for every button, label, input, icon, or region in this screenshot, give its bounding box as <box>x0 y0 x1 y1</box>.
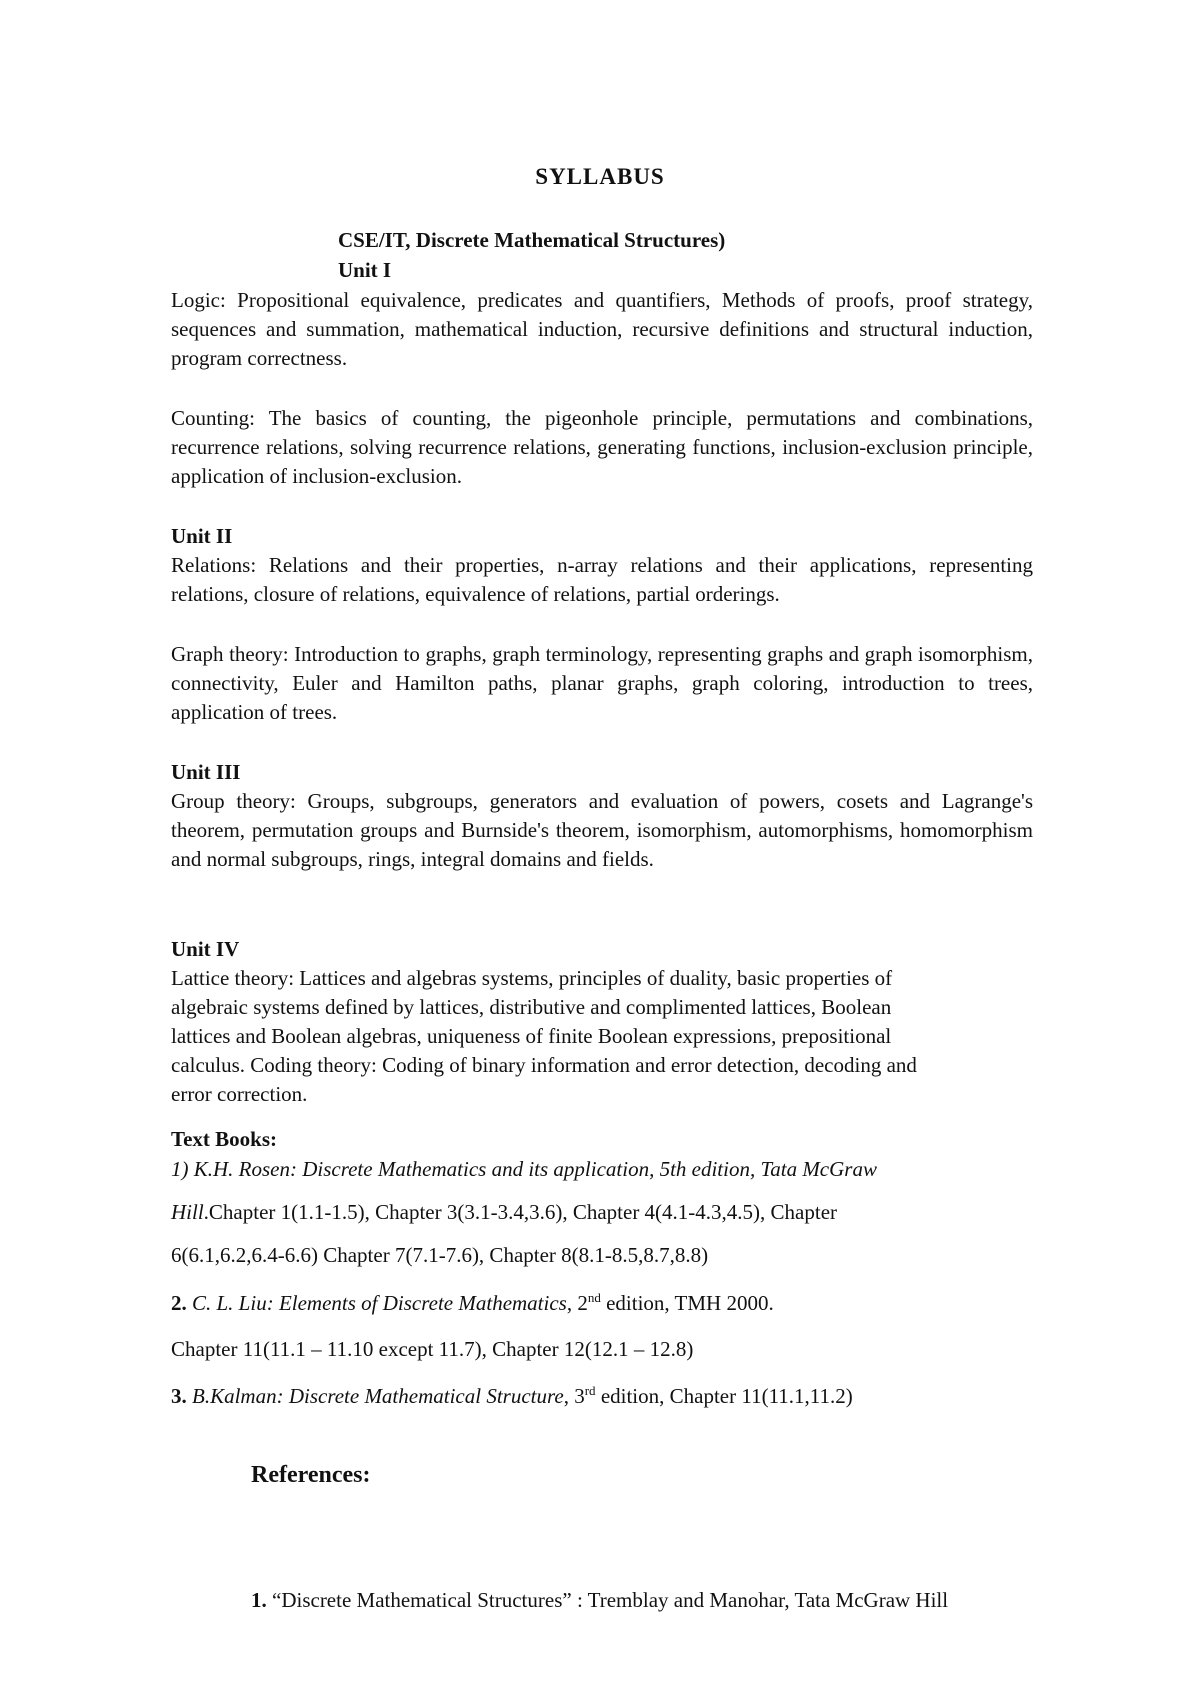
page-title: SYLLABUS <box>535 164 665 189</box>
text-book-2-edition-pre: , 2 <box>566 1291 588 1315</box>
text-book-3-edition-pre: , 3 <box>563 1384 585 1408</box>
unit-4-lattice-paragraph <box>171 964 1033 1109</box>
text-book-1-publisher-fragment: Hill <box>171 1200 204 1224</box>
course-subtitle: CSE/IT, Discrete Mathematical Structures) <box>338 228 726 252</box>
text-book-3-edition-sup: rd <box>584 1383 596 1398</box>
text-book-1-line-3: 6(6.1,6.2,6.4-6.6) Chapter 7(7.1-7.6), Chapter 8(8.1-8.5,8.7,8.8) <box>171 1243 709 1267</box>
reference-number: 1. <box>251 1588 267 1612</box>
unit-1-heading: Unit I <box>338 258 392 282</box>
unit-2-heading: Unit II <box>171 524 233 548</box>
unit-4-line: error correction. <box>171 1082 308 1106</box>
text-book-2-number: 2. <box>171 1291 187 1315</box>
text-book-2-line-1 <box>171 1289 1071 1318</box>
reference-text: “Discrete Mathematical Structures” : Tremblay and Manohar, Tata McGraw Hill <box>272 1588 949 1612</box>
unit-2-graph-paragraph: Graph theory: Introduction to graphs, graph terminology, representing graphs and graph isomorphism, connectivity, Euler and Hamilton paths, planar graphs, graph coloring, introduction to trees, application of trees. <box>171 642 1033 724</box>
unit-2-relations-paragraph: Relations: Relations and their properties, n-array relations and their applications, representing relations, closure of relations, equivalence of relations, partial orderings. <box>171 553 1033 606</box>
unit-4-line: algebraic systems defined by lattices, distributive and complimented lattices, Boolean <box>171 995 892 1019</box>
text-book-1-line-2 <box>171 1198 1071 1227</box>
text-book-1-line-1: 1) K.H. Rosen: Discrete Mathematics and its application, 5th edition, Tata McGraw <box>171 1157 877 1181</box>
unit-3-heading: Unit III <box>171 760 241 784</box>
text-book-2-edition-sup: nd <box>587 1290 601 1305</box>
text-book-3-edition-post: edition, Chapter 11(11.1,11.2) <box>595 1384 853 1408</box>
unit-4-line: Lattice theory: Lattices and algebras systems, principles of duality, basic properties of <box>171 966 893 990</box>
references-heading: References: <box>251 1462 371 1488</box>
unit-4-line: calculus. Coding theory: Coding of binary information and error detection, decoding and <box>171 1053 917 1077</box>
text-book-2-line-2: Chapter 11(11.1 – 11.10 except 11.7), Chapter 12(12.1 – 12.8) <box>171 1337 694 1361</box>
text-book-2-title: C. L. Liu: Elements of Discrete Mathematics <box>192 1291 567 1315</box>
text-book-1-chapters: .Chapter 1(1.1-1.5), Chapter 3(3.1-3.4,3.6), Chapter 4(4.1-4.3,4.5), Chapter <box>203 1200 838 1224</box>
text-book-2-edition-post: edition, TMH 2000. <box>600 1291 774 1315</box>
text-books-heading: Text Books: <box>171 1127 277 1151</box>
text-book-3-number: 3. <box>171 1384 187 1408</box>
unit-4-heading: Unit IV <box>171 937 240 961</box>
unit-3-group-paragraph: Group theory: Groups, subgroups, generators and evaluation of powers, cosets and Lagrange's theorem, permutation groups and Burnside's theorem, isomorphism, automorphisms, homomorphism and normal subgroups, rings, integral domains and fields. <box>171 789 1033 871</box>
text-book-3-title: B.Kalman: Discrete Mathematical Structure <box>192 1384 564 1408</box>
unit-4-line: lattices and Boolean algebras, uniqueness of finite Boolean expressions, prepositional <box>171 1024 892 1048</box>
unit-1-counting-paragraph: Counting: The basics of counting, the pigeonhole principle, permutations and combinations, recurrence relations, solving recurrence relations, generating functions, inclusion-exclusion principle, application of inclusion-exclusion. <box>171 406 1033 488</box>
unit-1-logic-paragraph: Logic: Propositional equivalence, predicates and quantifiers, Methods of proofs, proof strategy, sequences and summation, mathematical induction, recursive definitions and structural induction, program correctness. <box>171 288 1033 370</box>
text-book-3-line-1 <box>171 1382 1071 1411</box>
reference-item <box>251 1588 1091 1613</box>
